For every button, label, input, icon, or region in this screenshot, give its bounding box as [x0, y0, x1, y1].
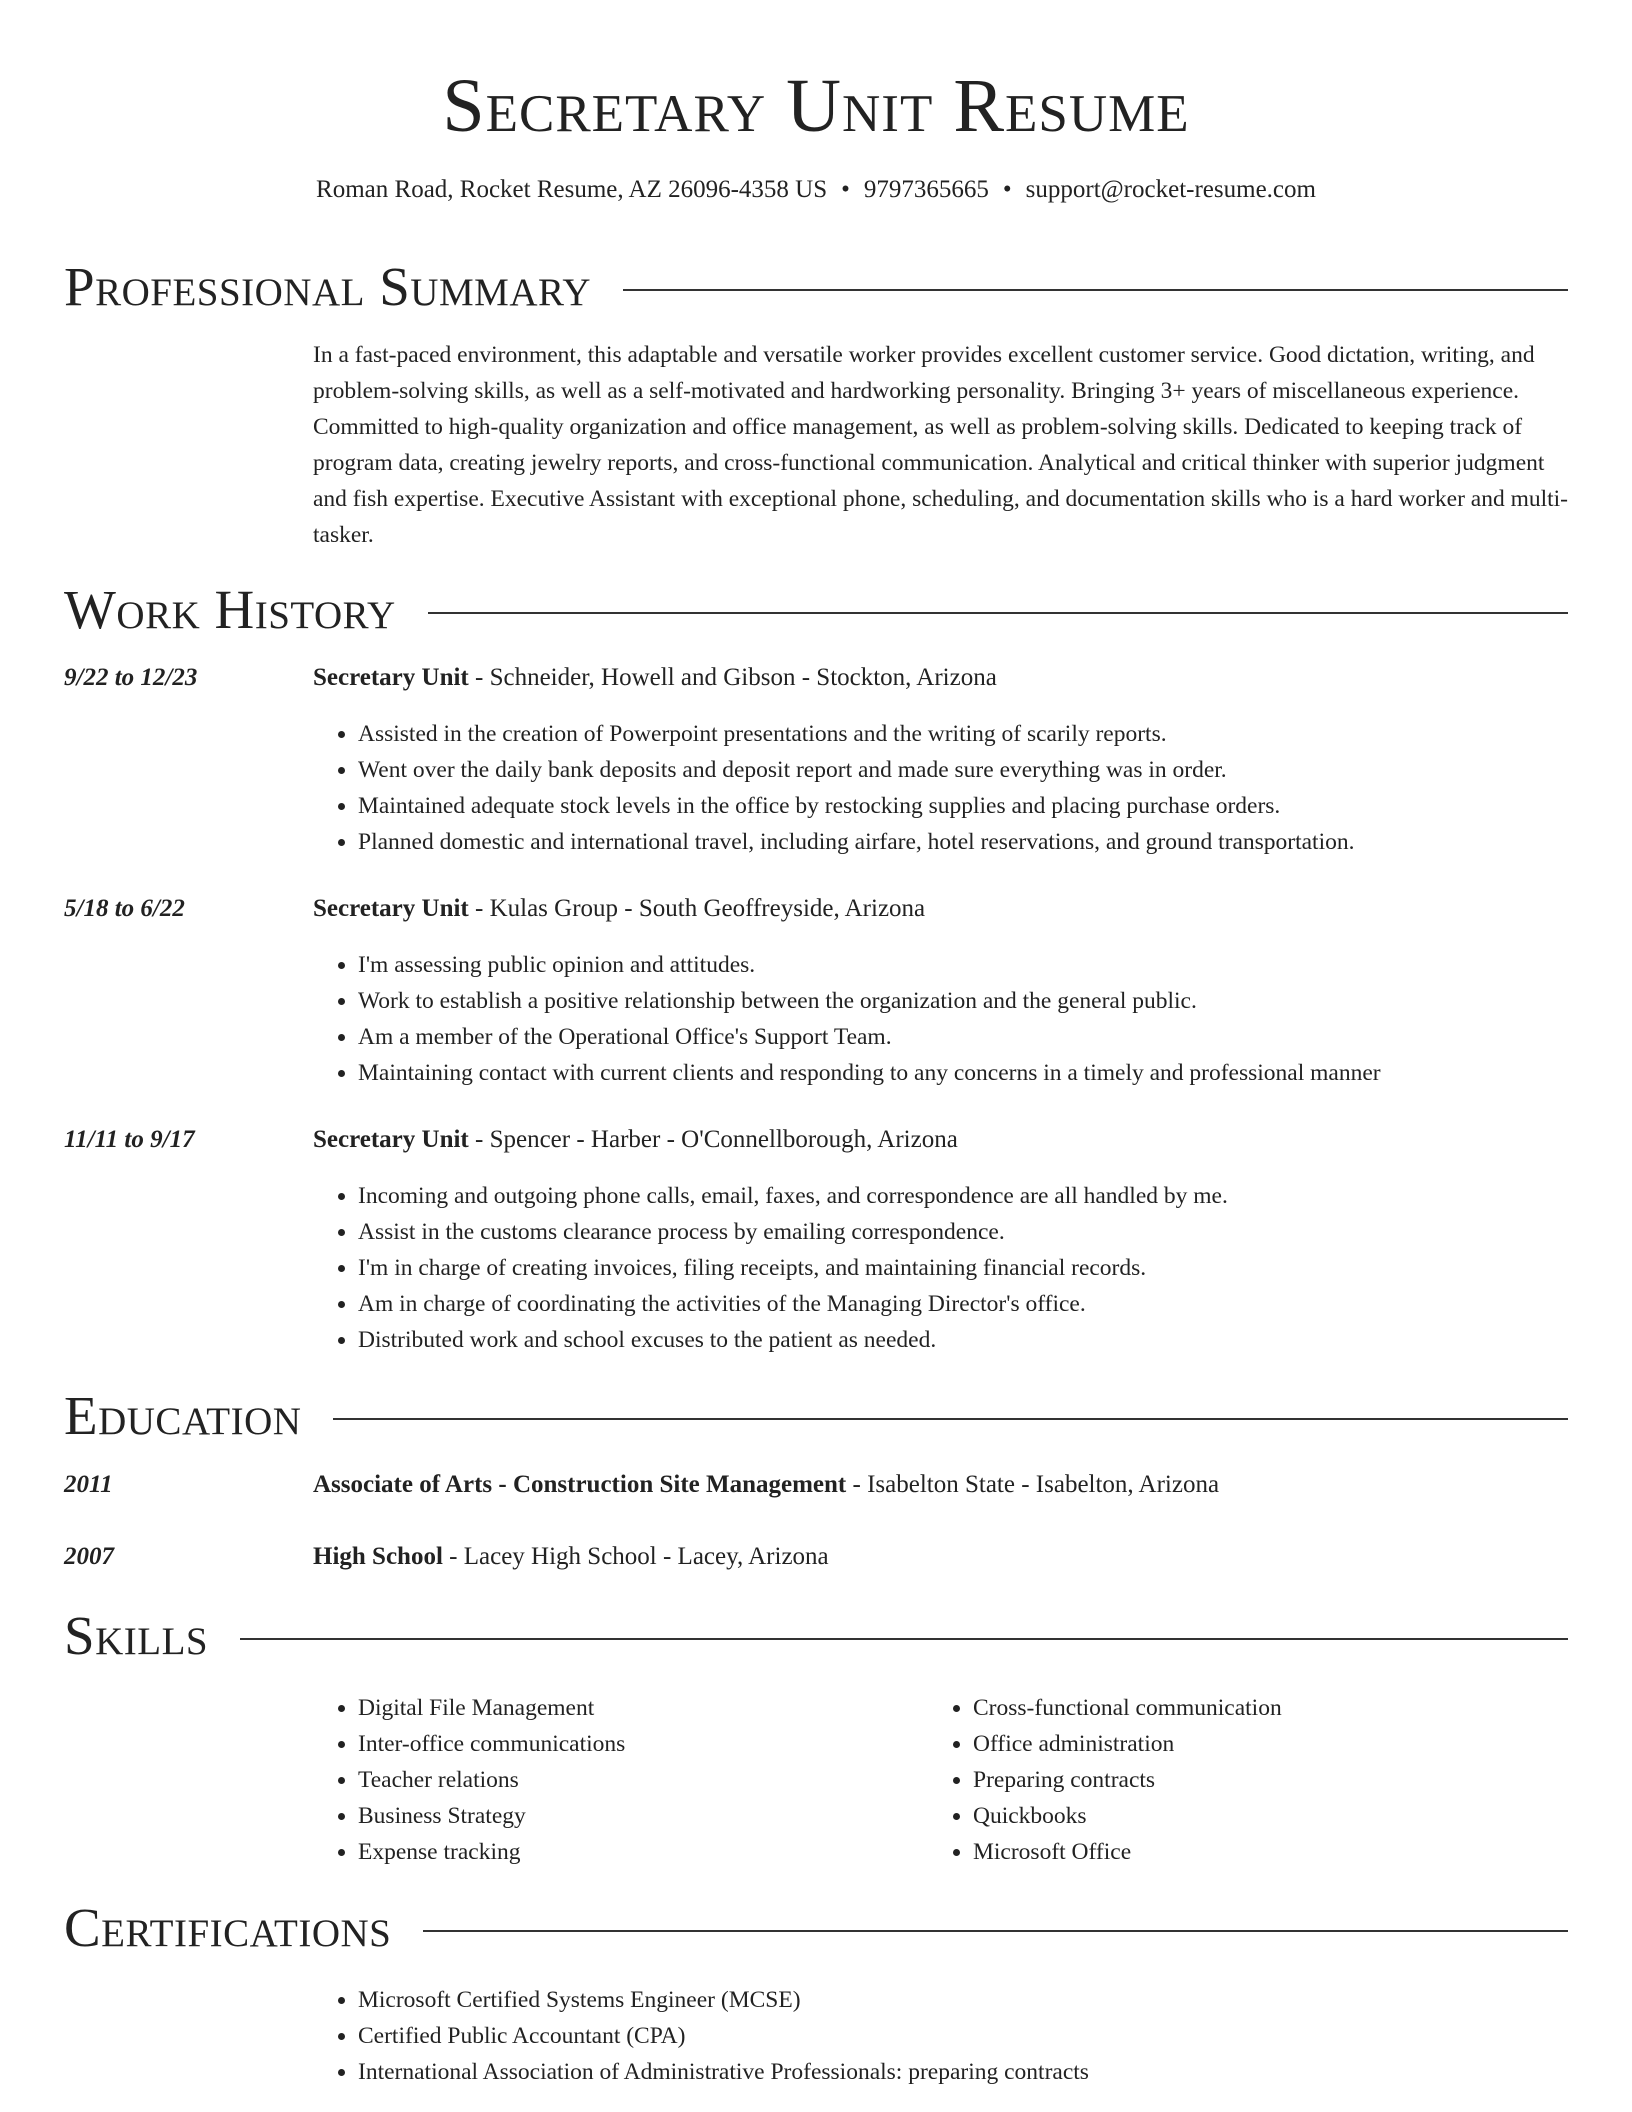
- contact-separator: •: [841, 176, 850, 203]
- work-headline: [313, 660, 1568, 696]
- certification-item: • Microsoft Certified Systems Engineer (MCSE): [358, 1982, 1568, 2018]
- job-title: Secretary Unit: [313, 1126, 469, 1153]
- contact-phone: 9797365665: [863, 176, 989, 203]
- school-location: - Isabelton State - Isabelton, Arizona: [846, 1471, 1220, 1498]
- section-divider: [423, 1930, 1568, 1932]
- section-divider: [333, 1418, 1568, 1420]
- contact-email[interactable]: support@rocket-resume.com: [1025, 176, 1316, 203]
- section-header-education: [64, 1382, 1568, 1450]
- section-divider: [623, 289, 1568, 291]
- education-headline: [313, 1539, 1568, 1575]
- section-title-certifications: Certifications: [64, 1897, 392, 1958]
- resume-title: Secretary Unit Resume: [442, 64, 1190, 148]
- skill-item: • Teacher relations: [358, 1762, 625, 1798]
- section-title-work-history: Work History: [64, 579, 396, 640]
- degree-title: Associate of Arts - Construction Site Management: [313, 1471, 847, 1498]
- skill-item: • Expense tracking: [358, 1834, 625, 1870]
- list-item: • Distributed work and school excuses to the patient as needed.: [358, 1322, 1568, 1358]
- list-item: • I'm assessing public opinion and attitudes.: [358, 947, 1568, 983]
- section-header-certifications: [64, 1894, 1568, 1962]
- skill-item: • Preparing contracts: [973, 1762, 1282, 1798]
- contact-separator: •: [1002, 176, 1012, 203]
- contact-line: [0, 174, 1632, 206]
- job-employer-location: - Schneider, Howell and Gibson - Stockton, Arizona: [468, 664, 997, 691]
- list-item: • Assisted in the creation of Powerpoint presentations and the writing of scarily reports.: [358, 716, 1568, 752]
- job-title: Secretary Unit: [313, 895, 469, 922]
- skill-item: • Inter-office communications: [358, 1726, 625, 1762]
- skill-item: • Office administration: [973, 1726, 1282, 1762]
- certification-item: • Certified Public Accountant (CPA): [358, 2018, 1568, 2054]
- list-item: • Went over the daily bank deposits and deposit report and made sure everything was in order.: [358, 752, 1568, 788]
- work-dates: 5/18 to 6/22: [64, 895, 185, 922]
- work-dates: 11/11 to 9/17: [64, 1126, 195, 1153]
- skill-item: • Microsoft Office: [973, 1834, 1282, 1870]
- degree-title: High School: [313, 1543, 443, 1570]
- certifications-list: [313, 1982, 1568, 2090]
- list-item: • Maintained adequate stock levels in the office by restocking supplies and placing purchase orders.: [358, 788, 1568, 824]
- certification-item: • International Association of Administrative Professionals: preparing contracts: [358, 2054, 1568, 2090]
- contact-address: Roman Road, Rocket Resume, AZ 26096-4358 US: [316, 176, 828, 203]
- school-location: - Lacey High School - Lacey, Arizona: [442, 1543, 829, 1570]
- list-item: • I'm in charge of creating invoices, filing receipts, and maintaining financial records.: [358, 1250, 1568, 1286]
- work-headline: [313, 891, 1568, 927]
- job-employer-location: - Kulas Group - South Geoffreyside, Arizona: [468, 895, 926, 922]
- work-bullets: [313, 716, 1568, 860]
- skill-item: • Digital File Management: [358, 1690, 625, 1726]
- section-title-skills: Skills: [64, 1605, 209, 1666]
- section-divider: [428, 612, 1568, 614]
- list-item: • Maintaining contact with current clients and responding to any concerns in a timely and professional manner: [358, 1055, 1568, 1091]
- education-headline: [313, 1467, 1568, 1503]
- skill-item: • Quickbooks: [973, 1798, 1282, 1834]
- section-divider: [240, 1638, 1568, 1640]
- work-bullets: [313, 947, 1568, 1091]
- job-title: Secretary Unit: [313, 664, 469, 691]
- education-year: 2011: [64, 1471, 113, 1498]
- skill-item: • Cross-functional communication: [973, 1690, 1282, 1726]
- work-headline: [313, 1122, 1568, 1158]
- skills-list-left: [313, 1690, 625, 1870]
- list-item: • Planned domestic and international travel, including airfare, hotel reservations, and ground transportation.: [358, 824, 1568, 860]
- list-item: • Am in charge of coordinating the activities of the Managing Director's office.: [358, 1286, 1568, 1322]
- education-year: 2007: [64, 1543, 114, 1570]
- list-item: • Am a member of the Operational Office's Support Team.: [358, 1019, 1568, 1055]
- job-employer-location: - Spencer - Harber - O'Connellborough, Arizona: [468, 1126, 958, 1153]
- list-item: • Assist in the customs clearance process by emailing correspondence.: [358, 1214, 1568, 1250]
- section-title-summary: Professional Summary: [64, 256, 592, 317]
- list-item: • Incoming and outgoing phone calls, email, faxes, and correspondence are all handled by me.: [358, 1178, 1568, 1214]
- section-header-work-history: [64, 576, 1568, 644]
- section-title-education: Education: [64, 1385, 302, 1446]
- skills-list-right: [928, 1690, 1282, 1870]
- skill-item: • Business Strategy: [358, 1798, 625, 1834]
- section-header-summary: [64, 253, 1568, 321]
- summary-text: In a fast-paced environment, this adaptable and versatile worker provides excellent customer service. Good dictation, writing, and problem-solving skills, as well as a self-motivated and hardworking personality. Bringing 3+ years of miscellaneous experience. Committed to high-quality organization and office management, as well as problem-solving skills. Dedicated to keeping track of program data, creating jewelry reports, and cross-functional communication. Analytical and critical thinker with superior judgment and fish expertise. Executive Assistant with exceptional phone, scheduling, and documentation skills who is a hard worker and multi-tasker.: [313, 342, 1569, 548]
- work-bullets: [313, 1178, 1568, 1358]
- work-dates: 9/22 to 12/23: [64, 664, 198, 691]
- section-header-skills: [64, 1602, 1568, 1670]
- list-item: • Work to establish a positive relationship between the organization and the general public.: [358, 983, 1568, 1019]
